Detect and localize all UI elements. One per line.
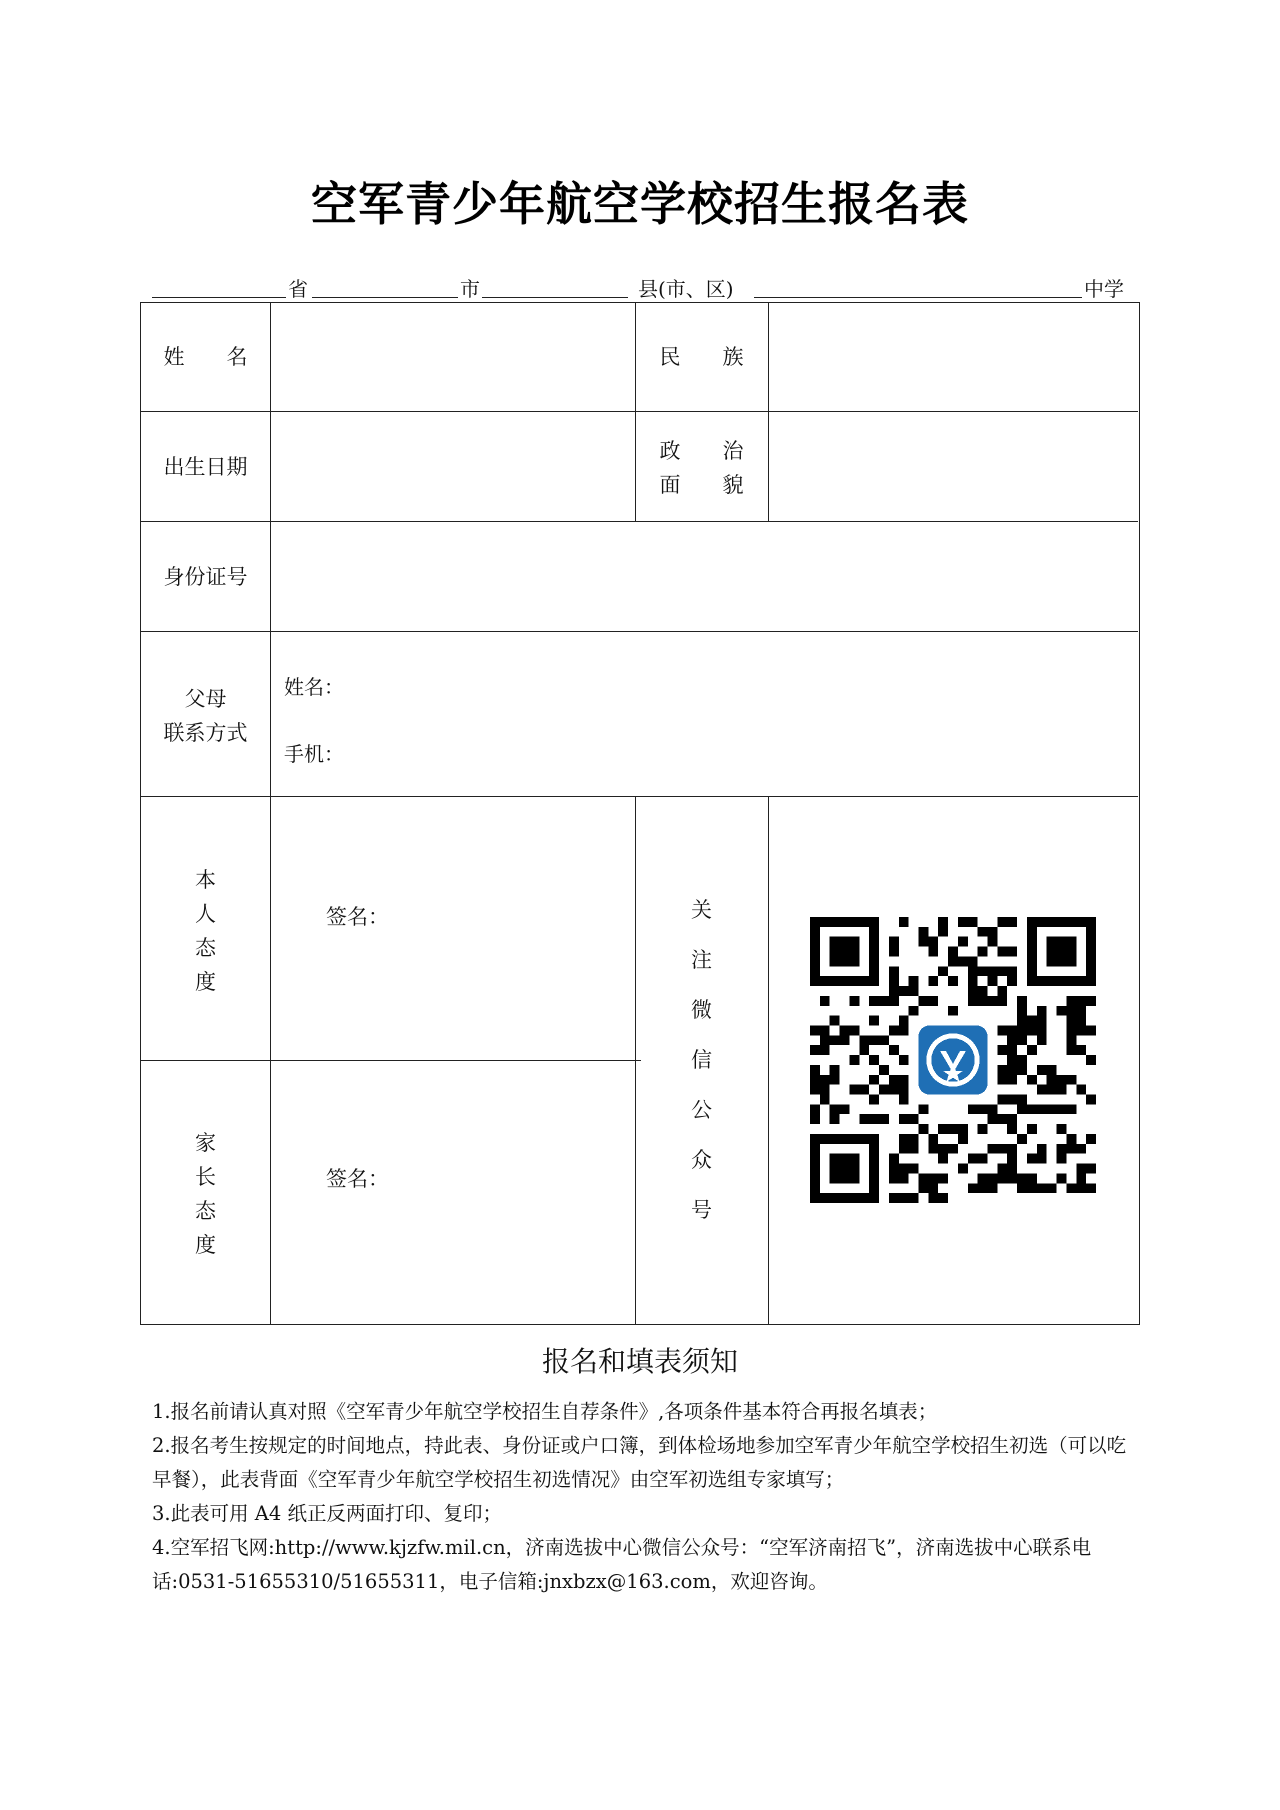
self-signature-field[interactable]: 签名：: [326, 905, 389, 929]
county-label: 县(市、区): [638, 277, 734, 301]
label-char: 家: [195, 1131, 216, 1155]
city-blank[interactable]: [312, 297, 458, 298]
label-char: 度: [195, 1233, 216, 1257]
parent-contact-label: [141, 683, 270, 750]
political-label-line: 面 貌: [659, 472, 744, 497]
parent-signature-field[interactable]: 签名：: [326, 1167, 389, 1191]
birthdate-field[interactable]: [272, 413, 634, 519]
notice-item: 4.空军招飞网:http://www.kjzfw.mil.cn，济南选拔中心微信公众号：“空军济南招飞”，济南选拔中心联系电话:0531-51655310/51655311，电子信箱:jnxbzx@163.com，欢迎咨询。: [152, 1536, 1092, 1593]
political-status-label: [635, 435, 768, 502]
ethnicity-field[interactable]: [770, 305, 1136, 409]
label-char: 号: [691, 1198, 712, 1222]
label-char: 关: [691, 898, 712, 922]
school-label: 中学: [1084, 277, 1124, 301]
region-line: [152, 270, 1132, 302]
id-number-field[interactable]: [272, 523, 1136, 629]
notice-item: 2.报名考生按规定的时间地点，持此表、身份证或户口簿，到体检场地参加空军青少年航空学校招生初选（可以吃早餐），此表背面《空军青少年航空学校招生初选情况》由空军初选组专家填写；: [152, 1434, 1127, 1491]
col-divider: [768, 303, 769, 521]
id-number-label: 身份证号: [163, 565, 248, 589]
parent-phone-field[interactable]: 手机：: [284, 742, 344, 766]
parent-label-line: 联系方式: [163, 720, 248, 745]
notice-item: 3.此表可用 A4 纸正反两面打印、复印；: [152, 1502, 502, 1525]
parent-attitude-label: [141, 1126, 270, 1262]
parent-name-field[interactable]: 姓名：: [284, 675, 344, 699]
province-blank[interactable]: [152, 297, 286, 298]
label-char: 微: [691, 998, 712, 1022]
label-char: 注: [691, 948, 712, 972]
label-char: 度: [195, 970, 216, 994]
row-divider: [141, 1060, 641, 1061]
political-status-field[interactable]: [770, 413, 1136, 519]
label-char: 长: [195, 1165, 216, 1189]
label-char: 态: [195, 1199, 216, 1223]
row-divider: [141, 631, 1138, 632]
row-divider: [141, 796, 1138, 797]
col-divider: [270, 303, 271, 1324]
province-label: 省: [288, 277, 308, 301]
name-field[interactable]: [272, 305, 634, 409]
notice-item: 1.报名前请认真对照《空军青少年航空学校招生自荐条件》,各项条件基本符合再报名填表；: [152, 1400, 938, 1423]
label-char: 公: [691, 1098, 712, 1122]
qr-code-icon[interactable]: [810, 917, 1096, 1203]
label-char: 众: [691, 1148, 712, 1172]
airforce-emblem-icon: [914, 1021, 993, 1100]
notice-title: 报名和填表须知: [541, 1345, 738, 1378]
row-divider: [141, 411, 1138, 412]
self-attitude-label: [141, 863, 270, 999]
label-char: 态: [195, 936, 216, 960]
wechat-follow-label: [635, 885, 768, 1235]
name-label: 姓 名: [163, 345, 248, 369]
col-divider: [768, 796, 769, 1324]
political-label-line: 政 治: [659, 439, 744, 463]
ethnicity-label: 民 族: [659, 345, 744, 369]
parent-label-line: 父母: [184, 687, 227, 711]
city-label: 市: [460, 277, 480, 301]
county-blank[interactable]: [482, 297, 628, 298]
page-title: 空军青少年航空学校招生报名表: [311, 177, 969, 231]
label-char: 信: [691, 1048, 712, 1072]
notice-list: [152, 1395, 1142, 1599]
row-divider: [141, 521, 1138, 522]
label-char: 人: [195, 902, 216, 926]
school-blank[interactable]: [754, 297, 1082, 298]
birthdate-label: 出生日期: [163, 455, 248, 479]
label-char: 本: [195, 868, 216, 892]
